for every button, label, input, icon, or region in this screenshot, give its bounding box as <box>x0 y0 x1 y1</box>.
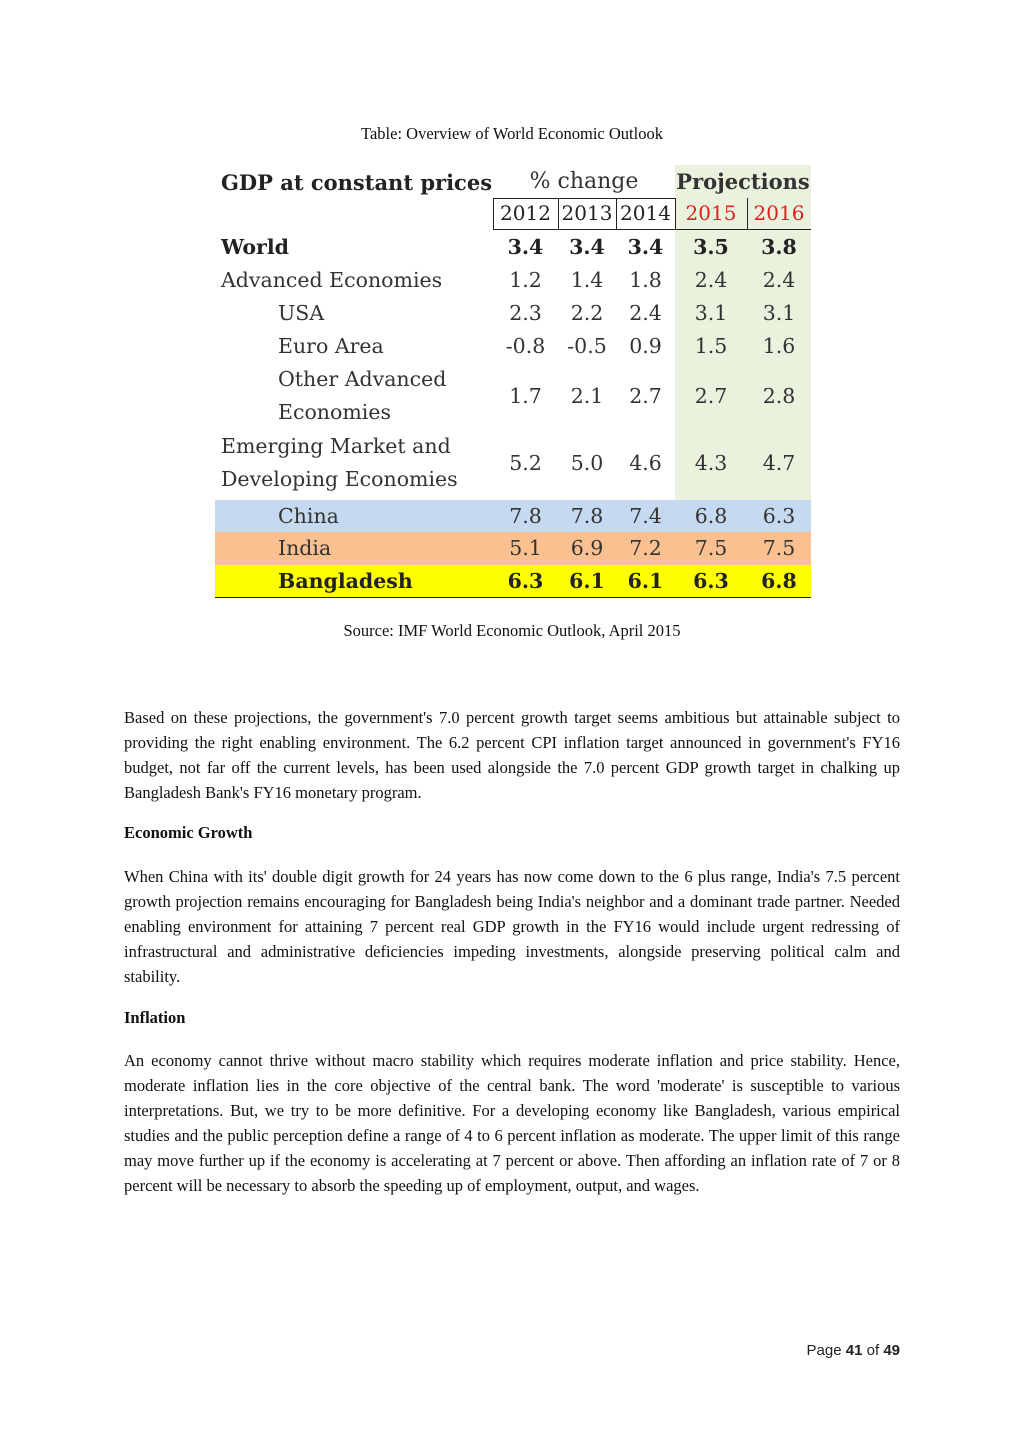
cell: 2.7 <box>694 384 728 408</box>
table-row <box>215 363 811 429</box>
cell: 7.5 <box>762 536 796 560</box>
cell: 5.0 <box>570 451 604 475</box>
year-2014: 2014 <box>620 201 671 225</box>
cell: -0.8 <box>505 334 546 358</box>
cell: 3.5 <box>693 235 729 259</box>
cell: 6.8 <box>761 569 797 593</box>
cell: 6.1 <box>627 569 664 593</box>
row-label: Emerging Market and <box>221 434 451 458</box>
cell: 6.3 <box>762 504 796 528</box>
table-row <box>215 430 811 496</box>
row-label: USA <box>278 301 325 325</box>
cell: 7.8 <box>570 504 604 528</box>
year-underline <box>493 229 811 230</box>
cell: 3.4 <box>569 235 605 259</box>
heading-inflation: Inflation <box>124 1008 186 1027</box>
cell: 0.9 <box>629 334 662 358</box>
cell: 1.5 <box>694 334 728 358</box>
table-bottom-line <box>215 597 811 598</box>
cell: 6.9 <box>570 536 604 560</box>
cell: 2.7 <box>629 384 662 408</box>
cell: 2.4 <box>629 301 662 325</box>
table-row <box>215 231 811 264</box>
cell: 3.4 <box>627 235 664 259</box>
table-title: GDP at constant prices <box>221 170 493 195</box>
cell: 4.7 <box>762 451 796 475</box>
cell: 2.1 <box>570 384 604 408</box>
current-page: 41 <box>845 1342 863 1359</box>
page-word: Page <box>806 1342 842 1359</box>
cell: 6.1 <box>569 569 605 593</box>
year-2015: 2015 <box>685 201 737 225</box>
cell: 7.5 <box>694 536 728 560</box>
table-row <box>215 565 811 597</box>
row-label: Euro Area <box>278 334 384 358</box>
year-2013: 2013 <box>561 201 613 225</box>
cell: 1.2 <box>509 268 542 292</box>
paragraph-inflation: An economy cannot thrive without macro stability which requires moderate inflation and price stability. Hence, moderate inflation lies in the core objective of the central bank. The word 'moderate' is susceptible to various interpretations. But, we try to be more definitive. For a developing economy like Bangladesh, various empirical studies and the public perception define a range of 4 to 6 percent inflation as moderate. The upper limit of this range may move further up if the economy is accelerating at 7 percent or above. Then affording an inflation rate of 7 or 8 percent will be necessary to absorb the speeding up of employment, output, and wages. <box>124 1051 900 1195</box>
row-label-continued: Developing Economies <box>221 467 458 491</box>
cell: 3.8 <box>761 235 797 259</box>
table-row <box>215 532 811 565</box>
cell: 2.3 <box>509 301 542 325</box>
paragraph-economic-growth: When China with its' double digit growth for 24 years has now come down to the 6 plus range, India's 7.5 percent growth projection remains encouraging for Bangladesh being India's neighbor and a dominant trade partner. Needed enabling environment for attaining 7 percent real GDP growth in the FY16 would include urgent redressing of infrastructural and administrative deficiencies impeding investments, alongside preserving political calm and stability. <box>124 867 900 986</box>
table-caption: Table: Overview of World Economic Outlook <box>361 124 663 143</box>
row-label: Advanced Economies <box>221 268 443 292</box>
row-label: Other Advanced <box>278 367 447 391</box>
percent-change-header: % change <box>529 169 639 194</box>
cell: 6.8 <box>694 504 728 528</box>
cell: 1.6 <box>762 334 796 358</box>
table-row <box>215 297 811 330</box>
cell: 2.2 <box>570 301 604 325</box>
year-2016: 2016 <box>753 201 805 225</box>
row-label: China <box>278 504 339 528</box>
projections-header: Projections <box>676 169 810 194</box>
cell: 1.7 <box>509 384 542 408</box>
cell: 7.4 <box>629 504 662 528</box>
table-row <box>215 330 811 363</box>
table-row <box>215 264 811 297</box>
cell: 4.6 <box>629 451 662 475</box>
cell: 2.4 <box>762 268 796 292</box>
cell: 5.1 <box>509 536 542 560</box>
cell: 3.4 <box>507 235 544 259</box>
row-label-continued: Economies <box>278 400 391 424</box>
of-word: of <box>866 1342 880 1359</box>
table-row <box>215 500 811 532</box>
cell: 6.3 <box>507 569 544 593</box>
cell: 3.1 <box>762 301 796 325</box>
year-2012: 2012 <box>500 201 551 225</box>
row-label: Bangladesh <box>278 569 413 593</box>
gdp-table <box>215 165 811 599</box>
cell: 2.4 <box>694 268 728 292</box>
page-number <box>807 1342 900 1359</box>
cell: 1.4 <box>570 268 604 292</box>
cell: 7.8 <box>509 504 542 528</box>
paragraph-projections: Based on these projections, the government's 7.0 percent growth target seems ambitious but attainable subject to providing the right enabling environment. The 6.2 percent CPI inflation target announced in government's FY16 budget, not far off the current levels, has been used alongside the 7.0 percent GDP growth target in chalking up Bangladesh Bank's FY16 monetary program. <box>124 708 900 802</box>
cell: 3.1 <box>694 301 728 325</box>
header-underline <box>493 198 675 199</box>
heading-economic-growth: Economic Growth <box>124 823 253 842</box>
row-label: India <box>278 536 332 560</box>
cell: 6.3 <box>693 569 729 593</box>
cell: 5.2 <box>509 451 542 475</box>
cell: -0.5 <box>567 334 607 358</box>
cell: 2.8 <box>762 384 796 408</box>
total-pages: 49 <box>883 1342 900 1359</box>
table-source: Source: IMF World Economic Outlook, April 2015 <box>343 621 681 640</box>
cell: 7.2 <box>629 536 662 560</box>
cell: 4.3 <box>694 451 728 475</box>
row-label: World <box>221 235 289 259</box>
cell: 1.8 <box>629 268 662 292</box>
